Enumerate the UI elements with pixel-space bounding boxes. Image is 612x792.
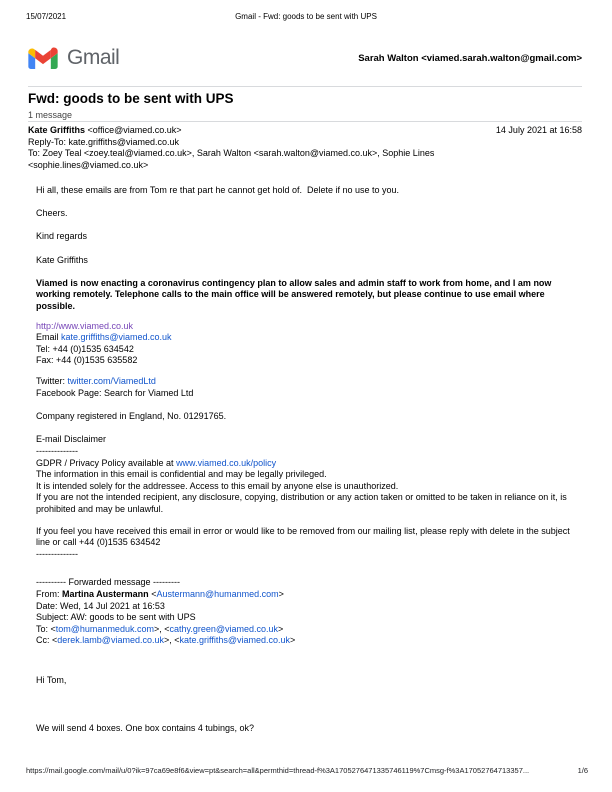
disclaimer-not-intended: If you are not the intended recipient, any disclosure, copying, distribution or any action taken or omitted to be taken in reliance on it, is prohibited and may be unlawful. (36, 492, 570, 514)
from-label: From: (36, 588, 62, 599)
forwarded-message-text: We will send 4 boxes. One box contains 4 tubings, ok? (36, 723, 254, 734)
print-title: Gmail - Fwd: goods to be sent with UPS (235, 12, 377, 21)
forwarded-date-line: Date: Wed, 14 Jul 2021 at 16:53 (36, 600, 165, 611)
forwarded-to-email-link[interactable]: tom@humanmeduk.com (55, 623, 154, 634)
reply-to-line: Reply-To: kate.griffiths@viamed.co.uk (28, 136, 180, 147)
message-count: 1 message (28, 110, 73, 120)
footer-url: https://mail.google.com/mail/u/0?ik=97ca69e8f6&view=pt&search=all&permthid=thread-f%3A1705276471335746119%7Cmsg-f%3A17052764713357... (26, 766, 530, 775)
to-label: To: (36, 623, 51, 634)
sender-row (28, 125, 582, 137)
gmail-brand (28, 46, 119, 70)
forwarded-greeting: Hi Tom, (36, 674, 67, 685)
facebook-line: Facebook Page: Search for Viamed Ltd (36, 388, 194, 398)
message-date: 14 July 2021 at 16:58 (495, 125, 582, 135)
website-link[interactable]: http://www.viamed.co.uk (36, 320, 134, 331)
forwarded-cc-line (36, 635, 586, 647)
punct: >, < (153, 623, 170, 634)
forwarded-from-email-link[interactable]: Austermann@humanmed.com (156, 588, 279, 599)
body-cheers: Cheers. (36, 208, 68, 219)
signature-name: Kate Griffiths (36, 254, 88, 265)
sender-name: Kate Griffiths (28, 125, 86, 135)
forwarded-from-line (36, 589, 586, 601)
print-header (26, 12, 586, 21)
sender (28, 125, 182, 137)
body-intro: Hi all, these emails are from Tom re that part he cannot get hold of. Delete if no use to you. (36, 185, 400, 195)
print-footer (26, 766, 588, 775)
cc-label: Cc: (36, 635, 53, 646)
sender-email: <office@viamed.co.uk> (85, 125, 182, 135)
forwarded-to-email-link[interactable]: cathy.green@viamed.co.uk (169, 623, 279, 634)
email-link[interactable]: kate.griffiths@viamed.co.uk (61, 332, 172, 343)
punct: > (278, 588, 284, 599)
account-owner: Sarah Walton <viamed.sarah.walton@gmail.com> (358, 52, 582, 64)
forwarded-header: ---------- Forwarded message --------- (36, 577, 180, 588)
punct: < (52, 635, 58, 646)
thread-divider (28, 121, 582, 122)
dash-separator: -------------- (36, 445, 78, 456)
page-number: 1/6 (577, 766, 588, 775)
disclaimer-received-in-error: If you feel you have received this email in error or would like to be removed from our mailing list, please reply with delete in the subject line or call +44 (0)1535 634542 (36, 525, 573, 548)
gdpr-label: GDPR / Privacy Policy available at (36, 457, 177, 468)
header-divider (28, 86, 582, 87)
punct: < (148, 588, 157, 599)
tel-line: Tel: +44 (0)1535 634542 (36, 343, 134, 354)
covid-notice: Viamed is now enacting a coronavirus contingency plan to allow sales and admin staff to work from home, and I am now working remotely. Telephone calls to the main office will be answered remotely, but please continue to use email where possible. (36, 277, 554, 311)
disclaimer-title: E-mail Disclaimer (36, 434, 107, 445)
forwarded-to-line (36, 624, 586, 636)
forwarded-from-name: Martina Austermann (62, 588, 149, 599)
forwarded-subject-line: Subject: AW: goods to be sent with UPS (36, 612, 196, 623)
gdpr-policy-link[interactable]: www.viamed.co.uk/policy (176, 457, 277, 468)
punct: >, < (163, 635, 180, 646)
forwarded-cc-email-link[interactable]: derek.lamb@viamed.co.uk (57, 635, 164, 646)
message-body (36, 185, 586, 735)
dash-separator: -------------- (36, 548, 78, 559)
brand-row (28, 42, 582, 74)
forwarded-cc-email-link[interactable]: kate.griffiths@viamed.co.uk (179, 635, 291, 646)
twitter-label: Twitter: (36, 376, 68, 387)
punct: > (290, 635, 296, 646)
twitter-link[interactable]: twitter.com/ViamedLtd (67, 376, 156, 387)
body-regards: Kind regards (36, 231, 88, 242)
punct: > (278, 623, 284, 634)
thread-subject: Fwd: goods to be sent with UPS (28, 91, 234, 106)
gdpr-line (36, 458, 586, 470)
email-line (36, 332, 586, 344)
company-reg-line: Company registered in England, No. 01291765. (36, 411, 227, 422)
website-line (36, 321, 586, 333)
message-header (28, 125, 582, 171)
fax-line: Fax: +44 (0)1535 635582 (36, 355, 138, 366)
punct: < (50, 623, 56, 634)
gmail-logo-icon (28, 47, 58, 69)
disclaimer-confidential: The information in this email is confidential and may be legally privileged. (36, 469, 327, 480)
email-label: Email (36, 332, 62, 343)
gmail-wordmark: Gmail (67, 46, 120, 69)
print-date: 15/07/2021 (26, 12, 67, 21)
to-line: To: Zoey Teal <zoey.teal@viamed.co.uk>, Sarah Walton <sarah.walton@viamed.co.uk>, Sophie Lines <sophie.lines@viamed.co.uk> (28, 148, 435, 170)
disclaimer-addressee: It is intended solely for the addressee. Access to this email by anyone else is unauthorized. (36, 480, 399, 491)
twitter-line (36, 376, 586, 388)
